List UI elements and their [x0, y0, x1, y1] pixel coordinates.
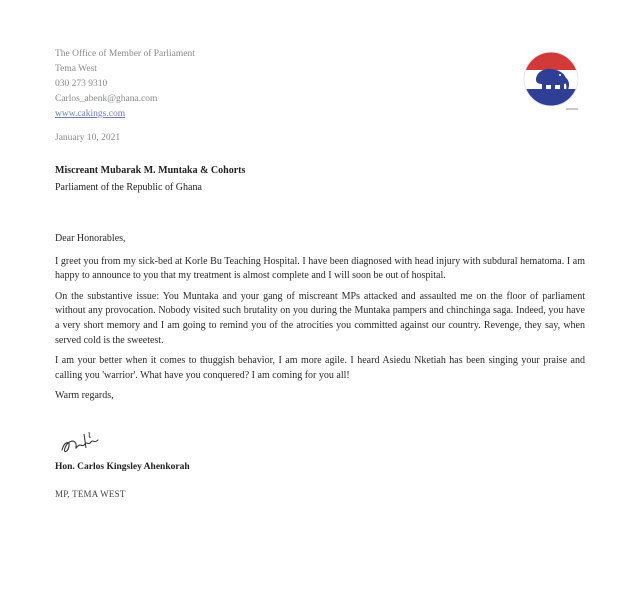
signature-icon [58, 428, 102, 458]
recipient-block [55, 162, 245, 196]
body-paragraph-3: I am your better when it comes to thuggish behavior, I am more agile. I heard Asiedu Nketiah has been singing your praise and calling you 'warrior'. What have you conquered? I am coming for you all! [55, 355, 585, 381]
body-paragraph-1: I greet you from my sick-bed at Korle Bu Teaching Hospital. I have been diagnosed with head injury with subdural hematoma. I am happy to announce to you that my treatment is almost complete and I will soon be out of hospital. [55, 255, 585, 282]
letter-date: January 10, 2021 [55, 133, 121, 143]
sender-constituency: Tema West [55, 64, 97, 74]
recipient-name: Miscreant Mubarak M. Muntaka & Cohorts [55, 165, 246, 176]
signer-title: MP, TEMA WEST [55, 489, 126, 499]
body-paragraph-2: On the substantive issue: You Muntaka and your gang of miscreant MPs attacked and assaulted me on the floor of parliament without any provocation. Nobody visited such brutality on you during the Muntaka pampers and chinchinga saga. Indeed, you have a very short memory and I am going to remind you of the atrocities you committed against our country. Revenge, they say, when served cold is the sweetest. [55, 290, 585, 346]
party-elephant-logo-icon [522, 50, 580, 110]
sender-phone: 030 273 9310 [55, 79, 108, 89]
letter-body [55, 232, 585, 410]
sender-office: The Office of Member of Parliament [55, 49, 195, 59]
salutation: Dear Honorables, [55, 233, 126, 244]
closing: Warm regards, [55, 390, 114, 402]
sender-email: Carlos_abenk@ghana.com [55, 94, 158, 104]
signer-name: Hon. Carlos Kingsley Ahenkorah [55, 462, 190, 472]
logo-caption-mark [566, 108, 578, 110]
sender-website-link[interactable]: www.cakings.com [55, 109, 126, 119]
sender-block [55, 47, 195, 122]
recipient-organization: Parliament of the Republic of Ghana [55, 182, 202, 193]
